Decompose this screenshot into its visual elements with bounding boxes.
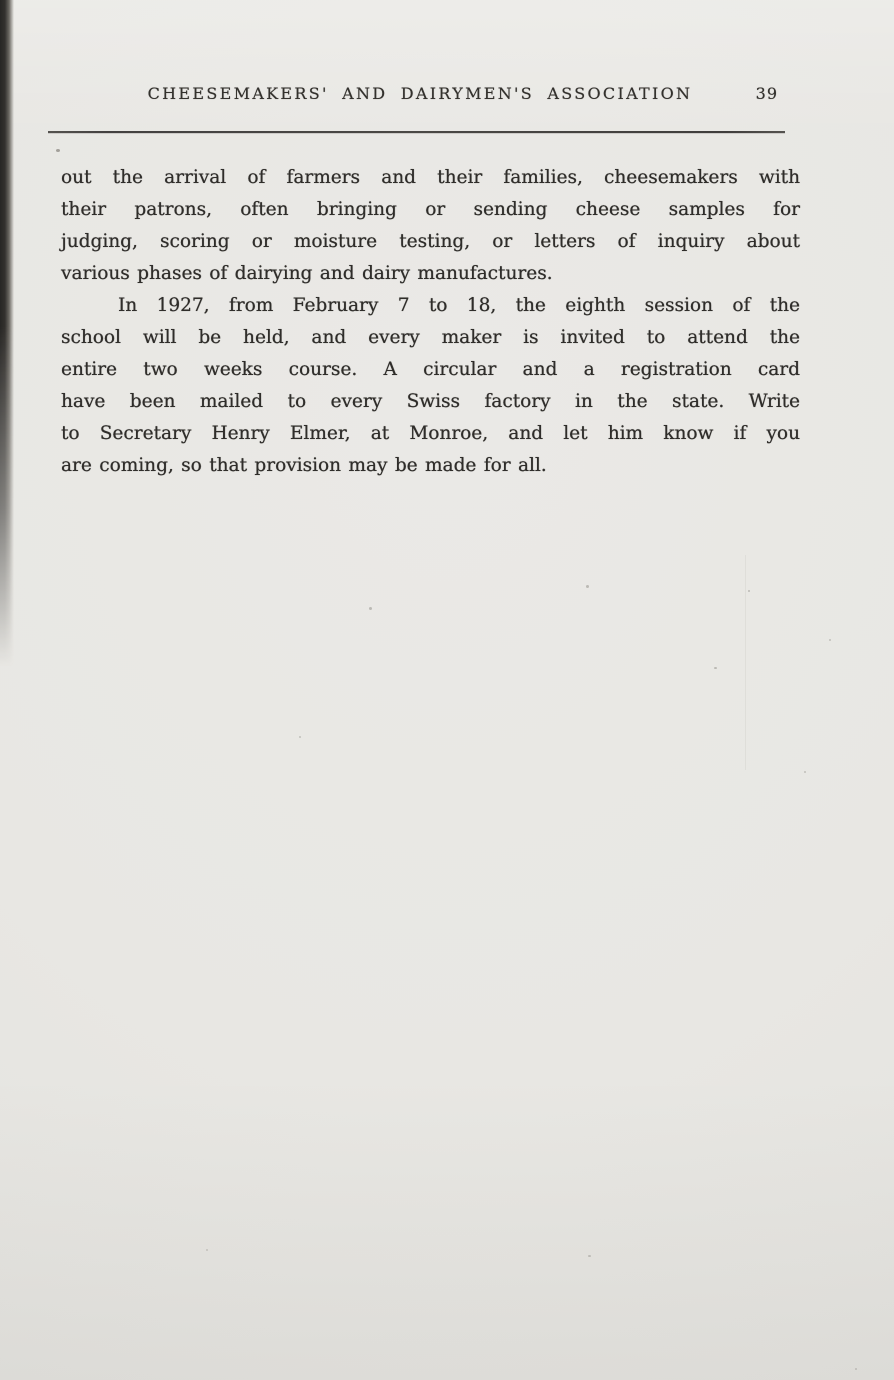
text-line: their patrons, often bringing or sending cheese samples for xyxy=(61,199,800,220)
text-line: judging, scoring or moisture testing, or letters of inquiry about xyxy=(61,231,800,252)
text-line: entire two weeks course. A circular and a registration card xyxy=(61,359,800,380)
text-line: have been mailed to every Swiss factory in the state. Write xyxy=(61,391,800,412)
paper-speck xyxy=(804,771,806,773)
running-title: CHEESEMAKERS' AND DAIRYMEN'S ASSOCIATION xyxy=(147,84,693,103)
paper-speck xyxy=(714,667,717,669)
scan-streak xyxy=(745,555,746,770)
paper-speck xyxy=(369,607,372,610)
paper-speck xyxy=(56,149,60,152)
paper-speck xyxy=(586,585,589,588)
text-line: are coming, so that provision may be made for all. xyxy=(61,455,547,476)
paragraph-continuation xyxy=(61,162,800,290)
text-line: In 1927, from February 7 to 18, the eighth session of the xyxy=(118,295,800,316)
paper-speck xyxy=(588,1255,591,1257)
page-number: 39 xyxy=(755,84,778,103)
paper-speck xyxy=(855,1368,857,1370)
paper-speck xyxy=(206,1249,208,1251)
header-rule xyxy=(48,131,785,133)
text-line: school will be held, and every maker is invited to attend the xyxy=(61,327,800,348)
paper-speck xyxy=(829,639,831,641)
text-line: out the arrival of farmers and their families, cheesemakers with xyxy=(61,167,800,188)
page-body xyxy=(61,162,800,482)
binding-shadow xyxy=(0,0,14,680)
text-line: various phases of dairying and dairy manufactures. xyxy=(61,263,553,284)
paper-speck xyxy=(748,590,750,592)
paragraph-session-announcement xyxy=(61,290,800,482)
text-line: to Secretary Henry Elmer, at Monroe, and let him know if you xyxy=(61,423,800,444)
paper-speck xyxy=(299,736,301,738)
